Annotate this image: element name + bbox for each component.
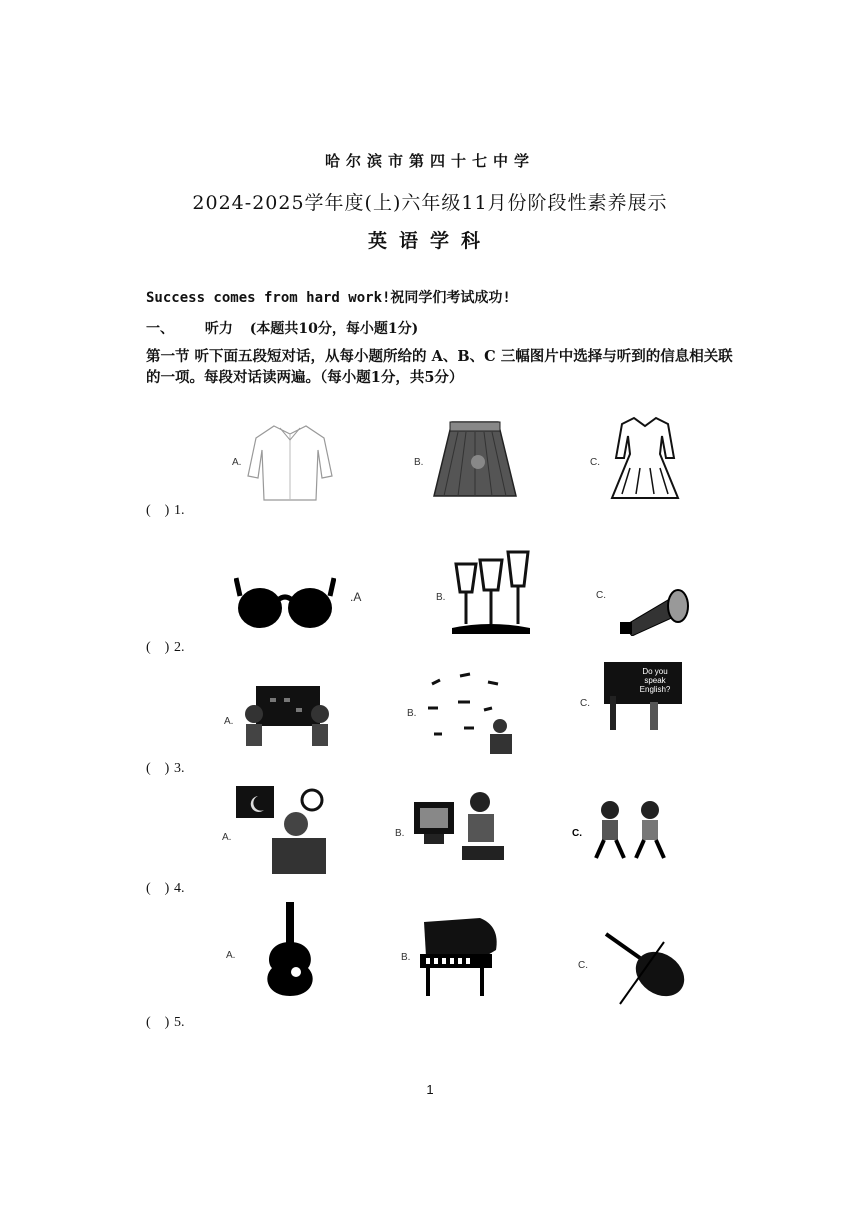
skirt-icon [432,418,518,500]
q3-option-c-label: C. [580,698,590,709]
violin-icon [600,928,692,1008]
q1-option-c-label: C. [590,457,600,468]
board-text: Do you speak English? [639,667,671,694]
watching-tv-icon [410,790,508,868]
q5-number: ( ) 5. [146,1011,185,1031]
q3-number: ( ) 3. [146,757,185,777]
piano-icon [416,916,502,998]
instructions: 第一节 听下面五段短对话，从每小题所给的 A、B、C 三幅图片中选择与听到的信息相关联的一项。每段对话读两遍。（每小题1分，共5分） [146,348,733,386]
q4-option-a-label: A. [222,832,232,843]
birds-icon [424,668,520,756]
dress-icon [608,414,682,502]
subject-title: 英语学科 [367,230,492,252]
q5-option-c-label: C. [578,960,588,971]
section-note: (本题共10分，每小题1分) [249,321,419,337]
q2-option-c-label: C. [596,590,606,601]
q2-number: ( ) 2. [146,636,185,656]
q5-option-a-label: A. [226,950,236,961]
q4-option-b-label: B. [395,828,405,839]
q1-number: ( ) 1. [146,499,185,519]
school-name: 哈尔滨市第四十七中学 [324,152,535,170]
section-heading [146,318,418,338]
section-number: 一、 [146,321,174,337]
q3-option-b-label: B. [407,708,417,719]
exam-title: 2024-2025学年度(上)六年级11月份阶段性素养展示 [192,192,668,214]
q1-answer-blank[interactable]: ( ) [146,503,170,518]
q3-answer-blank[interactable]: ( ) [146,761,170,776]
q1-option-a-label: A. [232,457,242,468]
q5-option-b-label: B. [401,952,411,963]
telescope-icon [618,586,694,636]
page-number: 1 [426,1082,434,1097]
shirt-icon [244,420,336,502]
motto: Success comes from hard work!祝同学们考试成功! [146,290,511,306]
q1-option-b-label: B. [414,457,424,468]
q2-option-b-label: B. [436,592,446,603]
section-name: 听力 [204,321,233,337]
q4-number: ( ) 4. [146,877,185,897]
q2-option-a-label: .A [350,590,362,604]
q4-option-c-label: C. [572,828,582,839]
q2-answer-blank[interactable]: ( ) [146,640,170,655]
glasses-icon [450,548,532,636]
running-kids-icon [590,800,674,862]
night-desk-icon [236,786,332,876]
guitar-icon [262,902,318,996]
sunglasses-icon [234,570,336,632]
q5-answer-blank[interactable]: ( ) [146,1015,170,1030]
q4-answer-blank[interactable]: ( ) [146,881,170,896]
q3-option-a-label: A. [224,716,234,727]
classroom-icon [236,684,340,754]
